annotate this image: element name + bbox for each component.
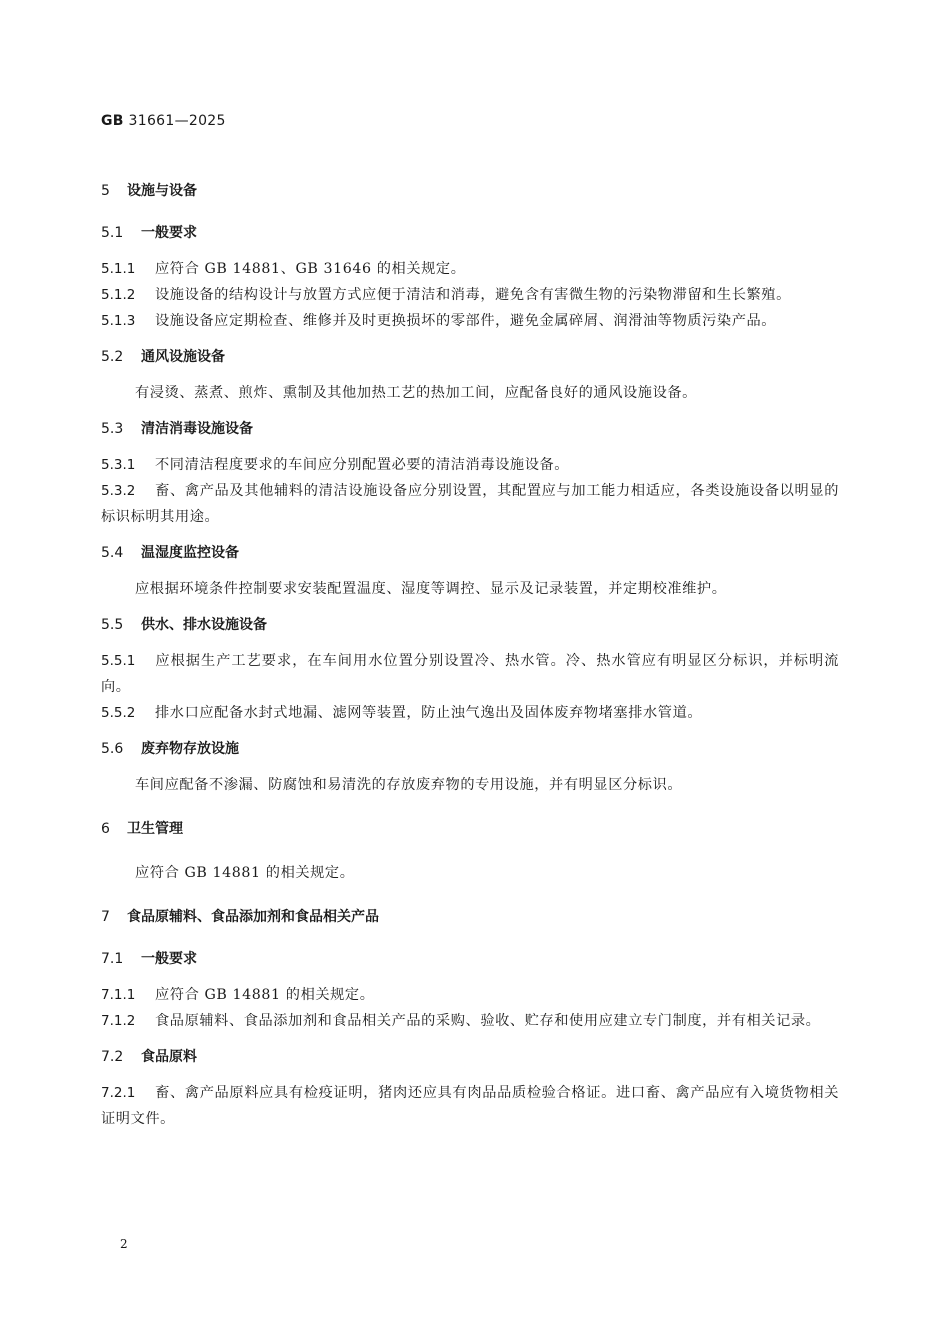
section-5-6-heading (101, 738, 839, 760)
clause-7-1-1 (101, 982, 839, 1008)
clause-number: 5.1.1 (101, 261, 136, 277)
clause-7-1-2 (101, 1008, 839, 1034)
clause-number: 5.3.1 (101, 457, 136, 473)
section-7-2-heading (101, 1046, 839, 1068)
section-title: 卫生管理 (127, 821, 183, 837)
section-5-heading (101, 180, 839, 202)
clause-5-4: 应根据环境条件控制要求安装配置温度、湿度等调控、显示及记录装置，并定期校准维护。 (135, 581, 727, 597)
section-7-heading (101, 906, 839, 928)
section-6-heading (101, 818, 839, 840)
clause-number: 5.1.3 (101, 313, 136, 329)
clause-text: 食品原辅料、食品添加剂和食品相关产品的采购、验收、贮存和使用应建立专门制度，并有相关记录。 (155, 1013, 821, 1029)
clause-5-5-2 (101, 700, 839, 726)
page-number: 2 (120, 1237, 128, 1251)
section-title: 食品原辅料、食品添加剂和食品相关产品 (127, 909, 379, 925)
clause-number: 7.2.1 (101, 1085, 136, 1101)
clause-number: 7.1.1 (101, 987, 136, 1003)
clause-5-1-1 (101, 256, 839, 282)
clause-5-2: 有浸烫、蒸煮、煎炸、熏制及其他加热工艺的热加工间，应配备良好的通风设施设备。 (135, 385, 697, 401)
section-title: 一般要求 (141, 951, 197, 967)
clause-5-1-2 (101, 282, 839, 308)
section-number: 5.4 (101, 545, 124, 561)
clause-text: 畜、禽产品及其他辅料的清洁设施设备应分别设置，其配置应与加工能力相适应，各类设施设备以明显的标识标明其用途。 (101, 483, 839, 525)
clause-number: 5.3.2 (101, 483, 136, 499)
clause-6: 应符合 GB 14881 的相关规定。 (135, 865, 355, 881)
section-number: 5.2 (101, 349, 124, 365)
section-5-4-heading (101, 542, 839, 564)
clause-text: 应根据生产工艺要求，在车间用水位置分别设置冷、热水管。冷、热水管应有明显区分标识，并标明流向。 (101, 653, 839, 695)
section-number: 7.2 (101, 1049, 124, 1065)
clause-text: 畜、禽产品原料应具有检疫证明，猪肉还应具有肉品品质检验合格证。进口畜、禽产品应有入境货物相关证明文件。 (101, 1085, 839, 1127)
section-5-5-heading (101, 614, 839, 636)
section-number: 5.6 (101, 741, 124, 757)
section-number: 7 (101, 909, 110, 925)
clause-5-6: 车间应配备不渗漏、防腐蚀和易清洗的存放废弃物的专用设施，并有明显区分标识。 (135, 777, 683, 793)
section-number: 5.1 (101, 225, 124, 241)
clause-5-5-1 (101, 648, 839, 700)
section-title: 通风设施设备 (141, 349, 225, 365)
section-number: 5.5 (101, 617, 124, 633)
clause-number: 5.5.1 (101, 653, 136, 669)
clause-text: 不同清洁程度要求的车间应分别配置必要的清洁消毒设施设备。 (155, 457, 570, 473)
clause-5-3-1 (101, 452, 839, 478)
section-title: 清洁消毒设施设备 (141, 421, 253, 437)
section-5-1-heading (101, 222, 839, 244)
clause-text: 设施设备的结构设计与放置方式应便于清洁和消毒，避免含有害微生物的污染物滞留和生长繁殖。 (155, 287, 791, 303)
standard-prefix: GB (101, 113, 124, 129)
section-title: 一般要求 (141, 225, 197, 241)
section-number: 5 (101, 183, 110, 199)
section-title: 食品原料 (141, 1049, 197, 1065)
section-title: 供水、排水设施设备 (141, 617, 267, 633)
section-7-1-heading (101, 948, 839, 970)
section-number: 7.1 (101, 951, 124, 967)
clause-number: 5.5.2 (101, 705, 136, 721)
clause-text: 应符合 GB 14881、GB 31646 的相关规定。 (155, 261, 466, 277)
section-title: 废弃物存放设施 (141, 741, 239, 757)
standard-code (101, 113, 226, 129)
section-number: 5.3 (101, 421, 124, 437)
clause-number: 7.1.2 (101, 1013, 136, 1029)
section-5-2-heading (101, 346, 839, 368)
section-5-3-heading (101, 418, 839, 440)
clause-text: 应符合 GB 14881 的相关规定。 (155, 987, 375, 1003)
section-title: 温湿度监控设备 (141, 545, 239, 561)
standard-number: 31661—2025 (128, 113, 226, 129)
section-title: 设施与设备 (127, 183, 197, 199)
clause-number: 5.1.2 (101, 287, 136, 303)
clause-5-1-3 (101, 308, 839, 334)
clause-text: 设施设备应定期检查、维修并及时更换损坏的零部件，避免金属碎屑、润滑油等物质污染产品。 (155, 313, 777, 329)
clause-7-2-1 (101, 1080, 839, 1132)
clause-5-3-2 (101, 478, 839, 530)
section-number: 6 (101, 821, 110, 837)
document-body (101, 180, 839, 1132)
clause-text: 排水口应配备水封式地漏、滤网等装置，防止浊气逸出及固体废弃物堵塞排水管道。 (155, 705, 703, 721)
